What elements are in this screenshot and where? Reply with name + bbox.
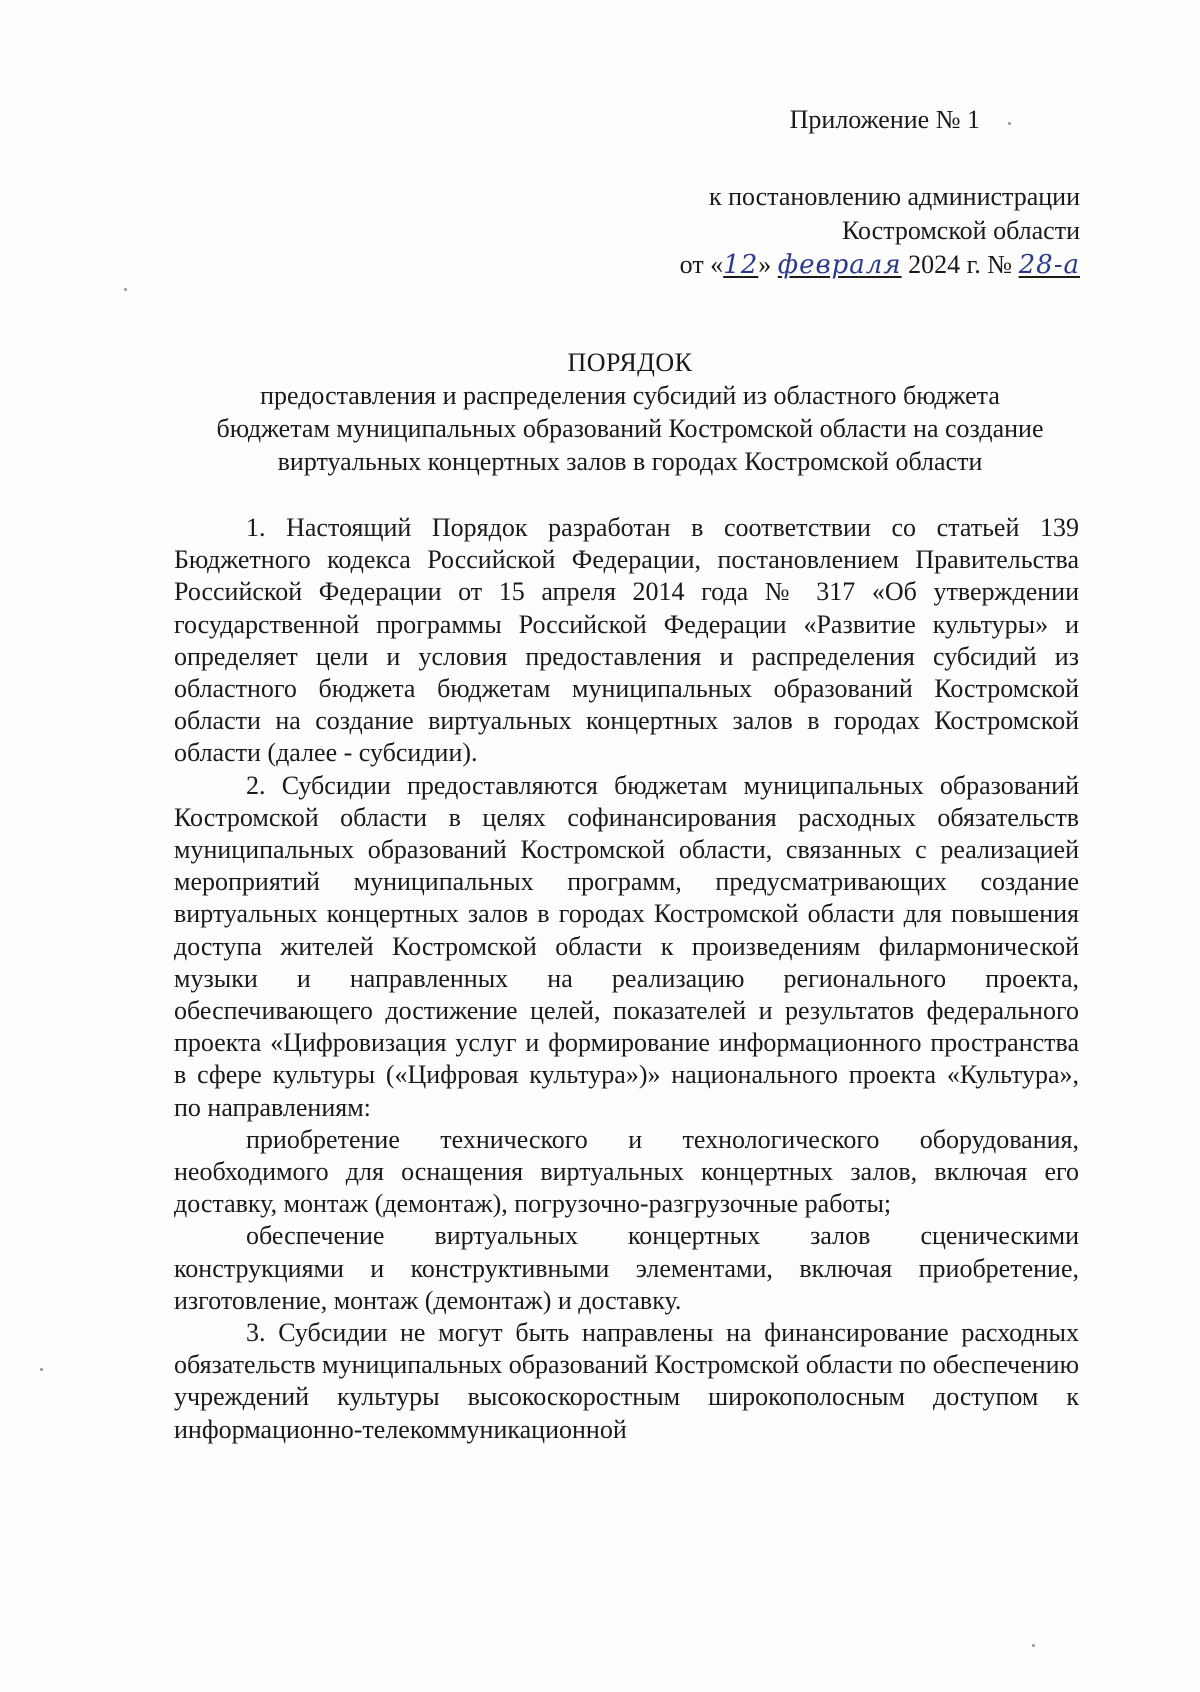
date-prefix: от « [679,250,724,279]
date-year: 2024 г. № [901,250,1019,279]
document-body [174,512,1079,1446]
paragraph-3: 3. Субсидии не могут быть направлены на финансирование расходных обязательств муниципальных образований Костромской области по обеспечению учреждений культуры высокоскоростным широкополосным доступом к информационно-телекоммуникационной [174,1318,1079,1444]
paragraph-2: 2. Субсидии предоставляются бюджетам муниципальных образований Костромской области в целях софинансирования расходных обязательств муниципальных образований Костромской области, связанных с реализацией мероприятий муниципальных программ, предусматривающих создание виртуальных концертных залов в городах Костромской области для повышения доступа жителей Костромской области к произведениям филармонической музыки и направленных на реализацию регионального проекта, обеспечивающего достижение целей, показателей и результатов федерального проекта «Цифровизация услуг и формирование информационного пространства в сфере культуры («Цифровая культура»)» национального проекта «Культура», по направлениям: [174,770,1079,1122]
paragraph-1: 1. Настоящий Порядок разработан в соответствии со статьей 139 Бюджетного кодекса Российской Федерации, постановлением Правительства Российской Федерации от 15 апреля 2014 года № 317 «Об утверждении государственной программы Российской Федерации «Развитие культуры» и определяет цели и условия предоставления и распределения субсидий из областного бюджета бюджетам муниципальных образований Костромской области на создание виртуальных концертных залов в городах Костромской области (далее - субсидии). [174,513,1079,768]
title-heading: ПОРЯДОК [567,348,693,377]
handwritten-month: февраля [777,250,902,280]
paragraph-2-item-2: обеспечение виртуальных концертных залов сценическими конструкциями и конструктивными элементами, включая приобретение, изготовление, монтаж (демонтаж) и доставку. [174,1221,1079,1315]
handwritten-doc-number: 28-а [1018,250,1080,280]
scan-speck [1032,1644,1035,1647]
document-title [150,346,1110,478]
scan-speck [1008,122,1011,125]
scan-speck [124,288,127,291]
title-line-2: бюджетам муниципальных образований Костромской области на создание [216,414,1044,443]
paragraph-2-item-1: приобретение технического и технологического оборудования, необходимого для оснащения виртуальных концертных залов, включая его доставку, монтаж (демонтаж), погрузочно-разгрузочные работы; [174,1124,1079,1219]
handwritten-day: 12 [723,250,759,280]
resolution-line-2: Костромской области [841,216,1080,245]
date-mid: » [758,250,778,279]
resolution-date-line [560,248,1080,282]
appendix-label: Приложение № 1 [789,105,980,134]
resolution-line-1: к постановлению администрации [708,182,1080,211]
title-line-1: предоставления и распределения субсидий из областного бюджета [260,381,1000,410]
title-line-3: виртуальных концертных залов в городах Костромской области [277,447,983,476]
resolution-reference [560,180,1080,282]
scan-speck [40,1368,43,1371]
